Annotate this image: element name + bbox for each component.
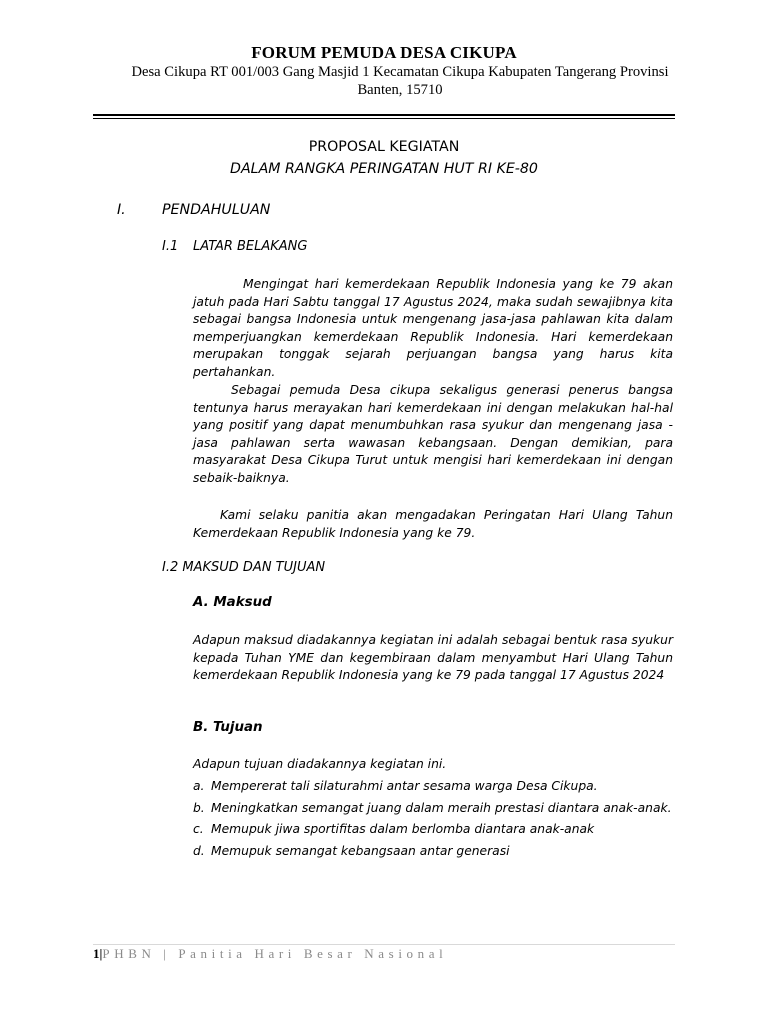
organization-address: Desa Cikupa RT 001/003 Gang Masjid 1 Kecamatan Cikupa Kabupaten Tangerang Provinsi Banten, 15710 [131, 64, 669, 98]
list-marker: a. [193, 779, 205, 793]
subsection-title: LATAR BELAKANG [193, 239, 308, 254]
latar-belakang-paragraph-1: Mengingat hari kemerdekaan Republik Indonesia yang ke 79 akan jatuh pada Hari Sabtu tanggal 17 Agustus 2024, maka sudah sewajibnya kita sebagai bangsa Indonesia untuk mengenang jasa-jasa pahlawan kita dalam memperjuangkan kemerdekaan Republik Indonesia. Hari kemerdekaan merupakan tonggak sejarah perjuangan bangsa yang harus kita pertahankan. [193, 277, 673, 379]
footer-divider [93, 944, 675, 945]
list-item-text: Memupuk semangat kebangsaan antar generasi [211, 843, 510, 858]
list-marker: b. [193, 800, 205, 815]
subsection-maksud-tujuan-heading: I.2 MAKSUD DAN TUJUAN [162, 560, 326, 575]
list-marker: d. [193, 843, 205, 858]
document-subtitle: DALAM RANGKA PERINGATAN HUT RI KE-80 [230, 161, 538, 177]
organization-title: FORUM PEMUDA DESA CIKUPA [251, 43, 517, 62]
document-title: PROPOSAL KEGIATAN [308, 139, 460, 155]
tujuan-intro: Adapun tujuan diadakannya kegiatan ini. [193, 757, 447, 771]
list-marker: c. [193, 822, 204, 836]
maksud-heading: A. Maksud [193, 595, 272, 610]
page-number: 1 [93, 946, 100, 961]
latar-belakang-paragraph-3: Kami selaku panitia akan mengadakan Peringatan Hari Ulang Tahun Kemerdekaan Republik Indonesia yang ke 79. [193, 508, 673, 540]
page-footer [93, 946, 447, 962]
list-item [193, 800, 673, 818]
list-item-text: Mempererat tali silaturahmi antar sesama warga Desa Cikupa. [211, 779, 598, 793]
footer-separator: | [99, 946, 103, 961]
tujuan-list [193, 778, 673, 864]
list-item-text: Meningkatkan semangat juang dalam meraih prestasi diantara anak-anak. [211, 800, 672, 815]
tujuan-heading: B. Tujuan [193, 720, 263, 735]
section-title: PENDAHULUAN [162, 202, 271, 218]
maksud-paragraph: Adapun maksud diadakannya kegiatan ini adalah sebagai bentuk rasa syukur kepada Tuhan YME dan kegembiraan dalam menyambut Hari Ulang Tahun kemerdekaan Republik Indonesia yang ke 79 pada tanggal 17 Agustus 2024 [193, 633, 673, 682]
footer-text: PHBN | Panitia Hari Besar Nasional [102, 946, 448, 961]
section-number: I. [117, 202, 126, 218]
list-item [193, 843, 673, 861]
list-item-text: Memupuk jiwa sportifitas dalam berlomba diantara anak-anak [211, 822, 595, 836]
header-divider-thick [93, 114, 675, 116]
subsection-latar-belakang-heading [162, 239, 307, 254]
subsection-number: I.1 [162, 239, 179, 254]
list-item [193, 778, 673, 796]
latar-belakang-paragraph-2: Sebagai pemuda Desa cikupa sekaligus generasi penerus bangsa tentunya harus merayakan hari kemerdekaan ini dengan melakukan hal-hal yang positif yang dapat menumbuhkan rasa syukur dan mengenang jasa - jasa pahlawan serta wawasan kebangsaan. Dengan demikian, para masyarakat Desa Cikupa Turut untuk mengisi hari kemerdekaan ini dengan sebaik-baiknya. [193, 383, 673, 485]
header-divider-thin [93, 118, 675, 119]
list-item [193, 821, 673, 839]
